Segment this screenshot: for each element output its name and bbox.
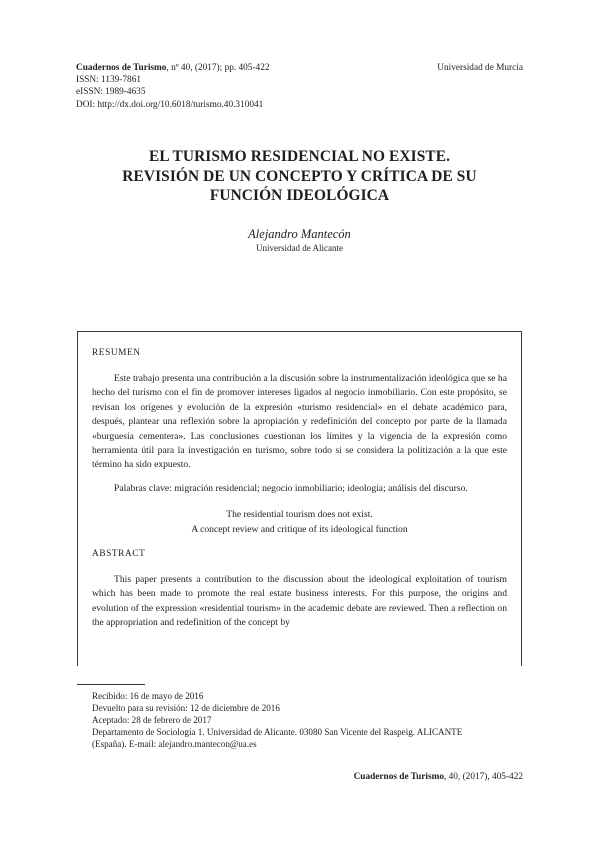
journal-name: Cuadernos de Turismo [76,63,167,73]
footer-citation: , 40, (2017), 405-422 [443,772,523,782]
abstract-heading: ABSTRACT [92,549,146,560]
footer-journal-name: Cuadernos de Turismo [353,772,444,782]
footnote-divider [77,684,145,685]
publisher-university: Universidad de Murcia [437,63,523,73]
journal-issue-pages: , nº 40, (2017); pp. 405-422 [166,63,270,73]
page-footer [354,772,523,782]
title-line: EL TURISMO RESIDENCIAL NO EXISTE. [148,148,451,165]
article-title [76,147,523,206]
author-affiliation: Universidad de Alicante [256,243,343,253]
footnotes [92,690,522,750]
journal-header [76,62,270,111]
abstract-box [77,331,522,666]
received-date: Recibido: 16 de mayo de 2016 [92,691,204,701]
resumen-heading: RESUMEN [92,348,141,358]
author-name: Alejandro Mantecón [248,227,351,241]
title-line: REVISIÓN DE UN CONCEPTO Y CRÍTICA DE SU [122,167,477,185]
journal-citation [76,62,270,74]
english-title [92,508,507,537]
doi-link[interactable]: DOI: http://dx.doi.org/10.6018/turismo.40.310041 [76,99,264,110]
keywords-paragraph: Palabras clave: migración residencial; negocio inmobiliario; ideología; análisis del discurso. [114,482,468,494]
resumen-paragraph: Este trabajo presenta una contribución a la discusión sobre la instrumentalización ideológica que se ha hecho del turismo con el fin de promover intereses ligados al negocio inmobiliario. Con este propósito, se revisan los orígenes y evolución de la expresión «turismo residencial» en el debate académico para, después, plantear una reflexión sobre la apropiación y redefinición del concepto por parte de la llamada «burguesía cementera». Las conclusiones cuestionan los límites y la vigencia de la expresión como herramienta útil para la investigación en turismo, sobre todo si se considera la politización a la que este término ha sido expuesto. [92,373,507,471]
english-title-line: A concept review and critique of its ideological function [191,523,408,535]
abstract-paragraph: This paper presents a contribution to the discussion about the ideological exploitation of tourism which has been made to promote the real estate business interests. For this purpose, the origins and evolution of the expression «residential tourism» in the academic debate are reviewed. Then a reflection on the appropriation and redefinition of the concept by [92,574,507,629]
author-address-line: Departamento de Sociología 1. Universidad de Alicante. 03080 San Vicente del Raspeig. ALICANTE [92,727,463,738]
revised-date: Devuelto para su revisión: 12 de diciembre de 2016 [92,703,280,714]
author-address-email: (España). E-mail: alejandro.mantecon@ua.es [92,739,257,750]
issn: ISSN: 1139-7861 [76,75,141,86]
eissn: eISSN: 1989-4635 [76,87,146,98]
accepted-date: Aceptado: 28 de febrero de 2017 [92,715,212,726]
title-line: FUNCIÓN IDEOLÓGICA [209,187,390,205]
english-title-line: The residential tourism does not exist. [226,509,373,521]
